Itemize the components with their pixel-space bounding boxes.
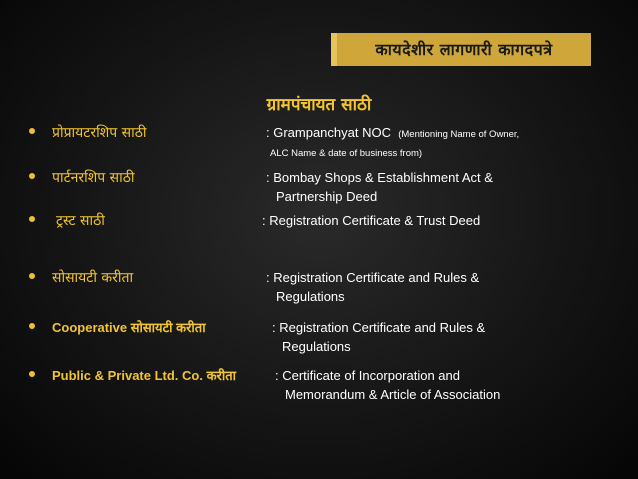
document-requirement: : Registration Certificate and Rules & Regulations	[266, 270, 480, 304]
entity-type-label: Cooperative सोसायटी करीता	[52, 320, 206, 335]
entity-type-label: पार्टनरशिप साठी	[52, 170, 135, 186]
bullet-icon	[29, 216, 35, 222]
note-text: (Mentioning Name of Owner,	[398, 129, 520, 140]
bullet-icon	[29, 128, 35, 134]
entity-type-label: सोसायटी करीता	[52, 270, 134, 286]
document-requirement: : Certificate of Incorporation and Memorandum & Article of Association	[275, 368, 501, 402]
bullet-icon	[29, 273, 35, 279]
document-requirement: : Grampanchyat NOC (Mentioning Name of Owner, ALC Name & date of business from)	[266, 125, 520, 159]
entity-type-label: ट्रस्ट साठी	[56, 213, 105, 229]
document-requirement: : Registration Certificate and Rules & Regulations	[272, 320, 486, 354]
entity-type-label: Public & Private Ltd. Co. करीता	[52, 368, 237, 383]
bullet-icon	[29, 371, 35, 377]
header-banner: कायदेशीर लागणारी कागदपत्रे	[331, 33, 591, 66]
bullet-icon	[29, 323, 35, 329]
entity-type-label: प्रोप्रायटरशिप साठी	[52, 125, 147, 141]
slide-title: ग्रामपंचायत साठी	[266, 95, 372, 115]
document-requirement: : Bombay Shops & Establishment Act & Partnership Deed	[266, 170, 493, 204]
document-requirement: : Registration Certificate & Trust Deed	[262, 213, 481, 228]
bullet-icon	[29, 173, 35, 179]
